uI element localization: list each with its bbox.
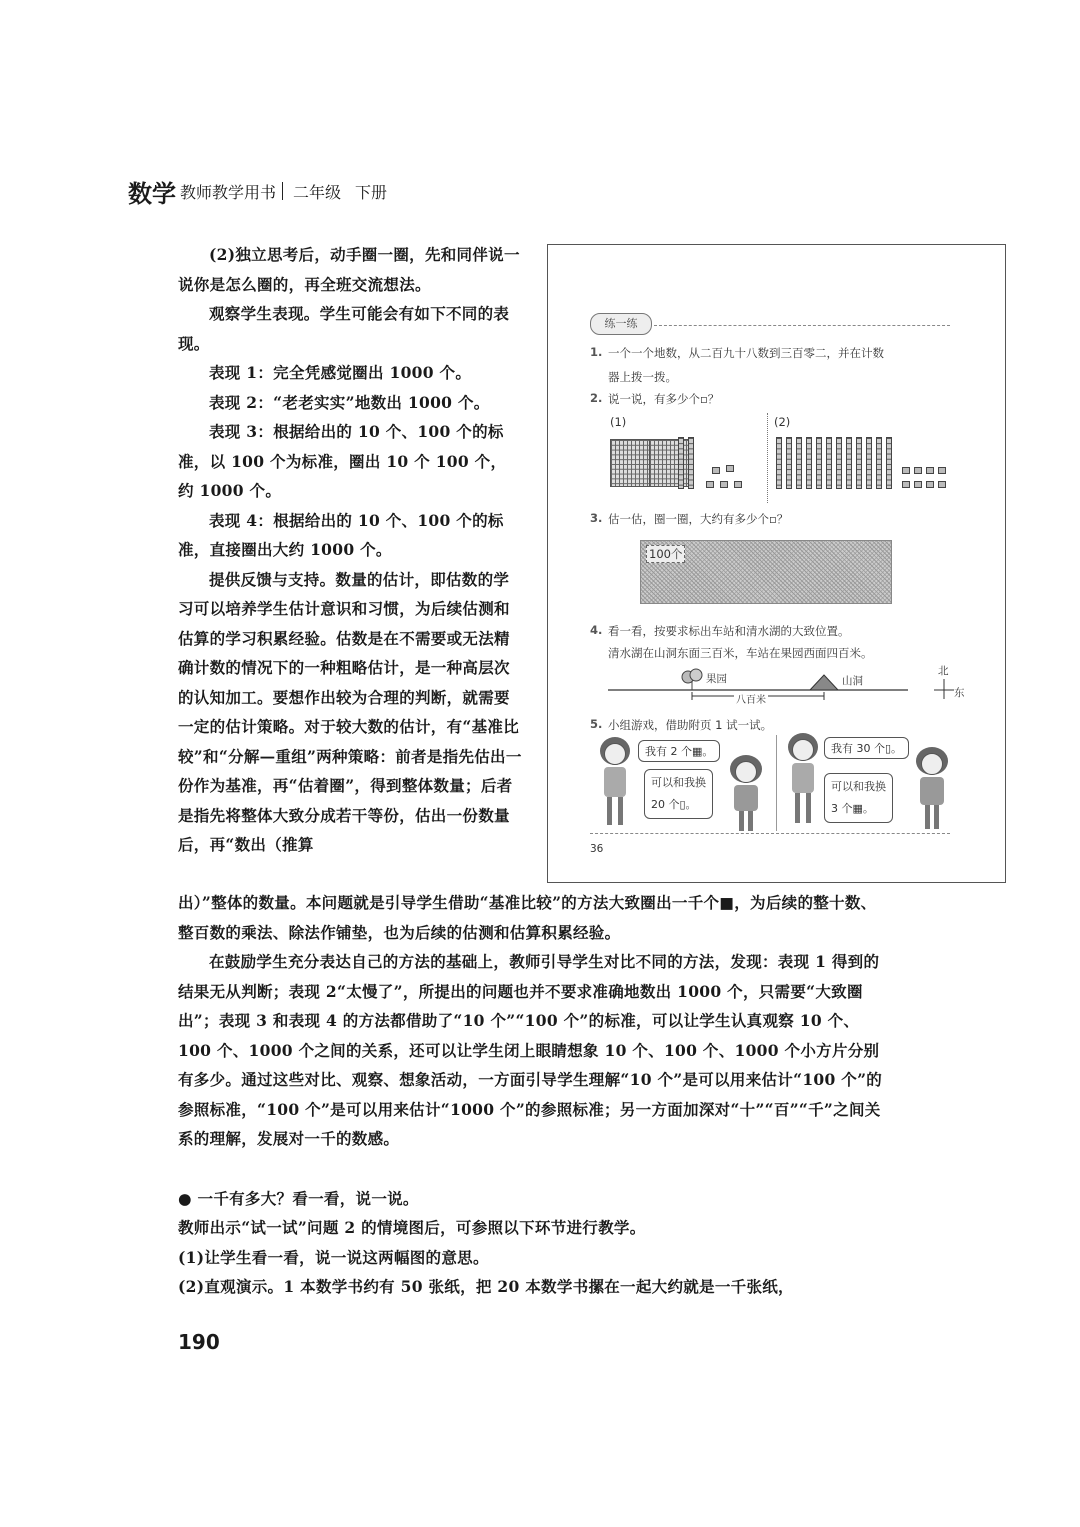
route-map — [588, 663, 998, 713]
spacer — [178, 1154, 888, 1184]
main-text — [178, 888, 888, 1302]
paragraph: 表现 4：根据给出的 10 个、100 个的标准，直接圈出大约 1000 个。 — [178, 510, 504, 559]
practice-badge: 练一练 — [590, 313, 652, 335]
divider — [590, 833, 950, 834]
bubble-text: 我有 2 个▦。 — [645, 745, 714, 758]
ten-rod — [678, 437, 684, 489]
bubble-text: 20 个▯。 — [651, 798, 697, 811]
unit-cube — [902, 481, 910, 488]
q4-text: 看一看，按要求标出车站和清水湖的大致位置。 — [608, 624, 850, 638]
speech-bubble — [824, 737, 909, 759]
grade: 二年级 — [293, 182, 342, 202]
east-label: 东 — [954, 687, 965, 699]
ten-rod — [826, 437, 832, 489]
unit-cube — [914, 467, 922, 474]
orchard-icon — [682, 669, 702, 690]
q2-label-1: (1) — [610, 415, 627, 429]
ten-rod — [856, 437, 862, 489]
speech-bubble — [824, 773, 893, 823]
header-divider — [282, 182, 283, 200]
unit-cube — [902, 467, 910, 474]
paragraph: 提供反馈与支持。数量的估计，即估数的学习可以培养学生估计意识和习惯，为后续估测和估算的学习积累经验。估数是在不需要或无法精确计数的情况下的一种粗略估计，是一种高层次的认知加工。要想作出较为合理的判断，就需要一定的估计策略。对于较大数的估计，有“基准比较”和“分解—重组”两种策略：前者是指先估出一份作为基准，再“估着圈”，得到整体数量；后者是指先将整体大致分成若干等份，估出一份数量后，再“数出（推算 — [178, 569, 522, 854]
distance-label: 八百米 — [734, 691, 768, 706]
subject-logo-2: 学 — [152, 179, 176, 208]
paragraph: (2)独立思考后，动手圈一圈，先和同伴说一说你是怎么圈的，再全班交流想法。 — [178, 245, 520, 294]
divider — [767, 413, 768, 503]
girl-illustration — [914, 747, 954, 831]
left-column — [178, 240, 522, 860]
unit-cube — [938, 481, 946, 488]
paragraph: 教师出示“试一试”问题 2 的情境图后，可参照以下环节进行教学。 — [178, 1218, 646, 1237]
paragraph: (2)直观演示。1 本数学书约有 50 张纸，把 20 本数学书摞在一起大约就是一千张纸， — [178, 1277, 794, 1296]
q3-text: 估一估，圈一圈，大约有多少个▫？ — [608, 512, 789, 526]
q5-text: 小组游戏，借助附页 1 试一试。 — [608, 718, 773, 732]
volume: 下册 — [355, 182, 388, 202]
book-title: 教师教学用书 — [180, 182, 277, 202]
section-heading: ● 一千有多大？看一看，说一说。 — [178, 1188, 419, 1208]
divider — [776, 735, 777, 831]
hundred-tag: 100个 — [646, 545, 685, 563]
paragraph: 表现 2：“老老实实”地数出 1000 个。 — [209, 392, 490, 412]
unit-cube — [706, 481, 714, 488]
q1-text: 一个一个地数，从二百九十八数到三百零二，并在计数 — [608, 346, 884, 360]
ten-rod — [796, 437, 802, 489]
ten-rod — [688, 437, 694, 489]
q2-label-2: (2) — [774, 415, 791, 429]
cave-icon — [810, 675, 838, 690]
ten-rod — [876, 437, 882, 489]
unit-cube — [938, 467, 946, 474]
textbook-page-inset — [547, 244, 1006, 883]
q2-number: 2. — [590, 391, 603, 405]
ten-rod — [806, 437, 812, 489]
unit-cube — [734, 481, 742, 488]
unit-cube — [926, 467, 934, 474]
unit-cube — [726, 465, 734, 472]
q5-number: 5. — [590, 717, 603, 731]
ten-rod — [886, 437, 892, 489]
bubble-text: 可以和我换 — [651, 776, 706, 789]
divider — [654, 325, 950, 326]
ten-rod — [786, 437, 792, 489]
ten-rod — [836, 437, 842, 489]
unit-cube — [720, 481, 728, 488]
speech-bubble — [644, 769, 713, 819]
inset-page-number: 36 — [590, 843, 604, 855]
q1-text-2: 器上拨一拨。 — [608, 370, 677, 384]
q3-number: 3. — [590, 511, 603, 525]
bubble-text: 我有 30 个▯。 — [831, 742, 903, 755]
hundred-block — [610, 439, 650, 487]
paragraph: 出）”整体的数量。本问题就是引导学生借助“基准比较”的方法大致圈出一千个■，为后续的整十数、整百数的乘法、除法作铺垫，也为后续的估测和估算积累经验。 — [178, 893, 877, 942]
orchard-label: 果园 — [706, 673, 727, 685]
cave-label: 山洞 — [842, 675, 863, 687]
bubble-text: 可以和我换 — [831, 780, 886, 793]
ten-rod — [866, 437, 872, 489]
paragraph: 表现 3：根据给出的 10 个、100 个的标准，以 100 个为标准，圈出 10 个 100 个，约 1000 个。 — [178, 422, 507, 500]
q2-text: 说一说，有多少个▫？ — [608, 392, 720, 406]
q1-number: 1. — [590, 345, 603, 359]
paragraph: (1)让学生看一看，说一说这两幅图的意思。 — [178, 1247, 489, 1267]
bubble-text: 3 个▦。 — [831, 802, 874, 815]
subject-logo: 数 — [128, 179, 152, 208]
paragraph: 在鼓励学生充分表达自己的方法的基础上，教师引导学生对比不同的方法，发现：表现 1 得到的结果无从判断；表现 2“太慢了”，所提出的问题也并不要求准确地数出 1000 个，只需要“大致圈出”；表现 3 和表现 4 的方法都借助了“10 个”“100 个”的标准，可以让学生认真观察 10 个、100 个、1000 个之间的关系，还可以让学生闭上眼睛想象 10 个、100 个、1000 个小方片分别有多少。通过这些对比、观察、想象活动，一方面引导学生理解“10 个”是可以用来估计“100 个”的参照标准，“100 个”是可以用来估计“1000 个”的参照标准；另一方面加深对“十”“百”“千”之间关系的理解，发展对一千的数感。 — [178, 952, 883, 1148]
page-number: 190 — [178, 1330, 220, 1354]
unit-cube — [926, 481, 934, 488]
unit-cube — [712, 467, 720, 474]
paragraph: 观察学生表现。学生可能会有如下不同的表现。 — [178, 304, 510, 353]
running-header — [128, 176, 387, 206]
unit-cube — [914, 481, 922, 488]
ten-rod — [846, 437, 852, 489]
paragraph: 表现 1：完全凭感觉圈出 1000 个。 — [209, 363, 472, 382]
boy-illustration — [784, 733, 824, 829]
speech-bubble — [638, 740, 720, 762]
ten-rod — [816, 437, 822, 489]
girl-illustration — [728, 755, 768, 833]
q4-number: 4. — [590, 623, 603, 637]
north-label: 北 — [938, 665, 949, 677]
boy-illustration — [596, 737, 636, 833]
q4-text-2: 清水湖在山洞东面三百米，车站在果园西面四百米。 — [608, 646, 873, 660]
hundred-block — [650, 439, 690, 487]
ten-rod — [776, 437, 782, 489]
